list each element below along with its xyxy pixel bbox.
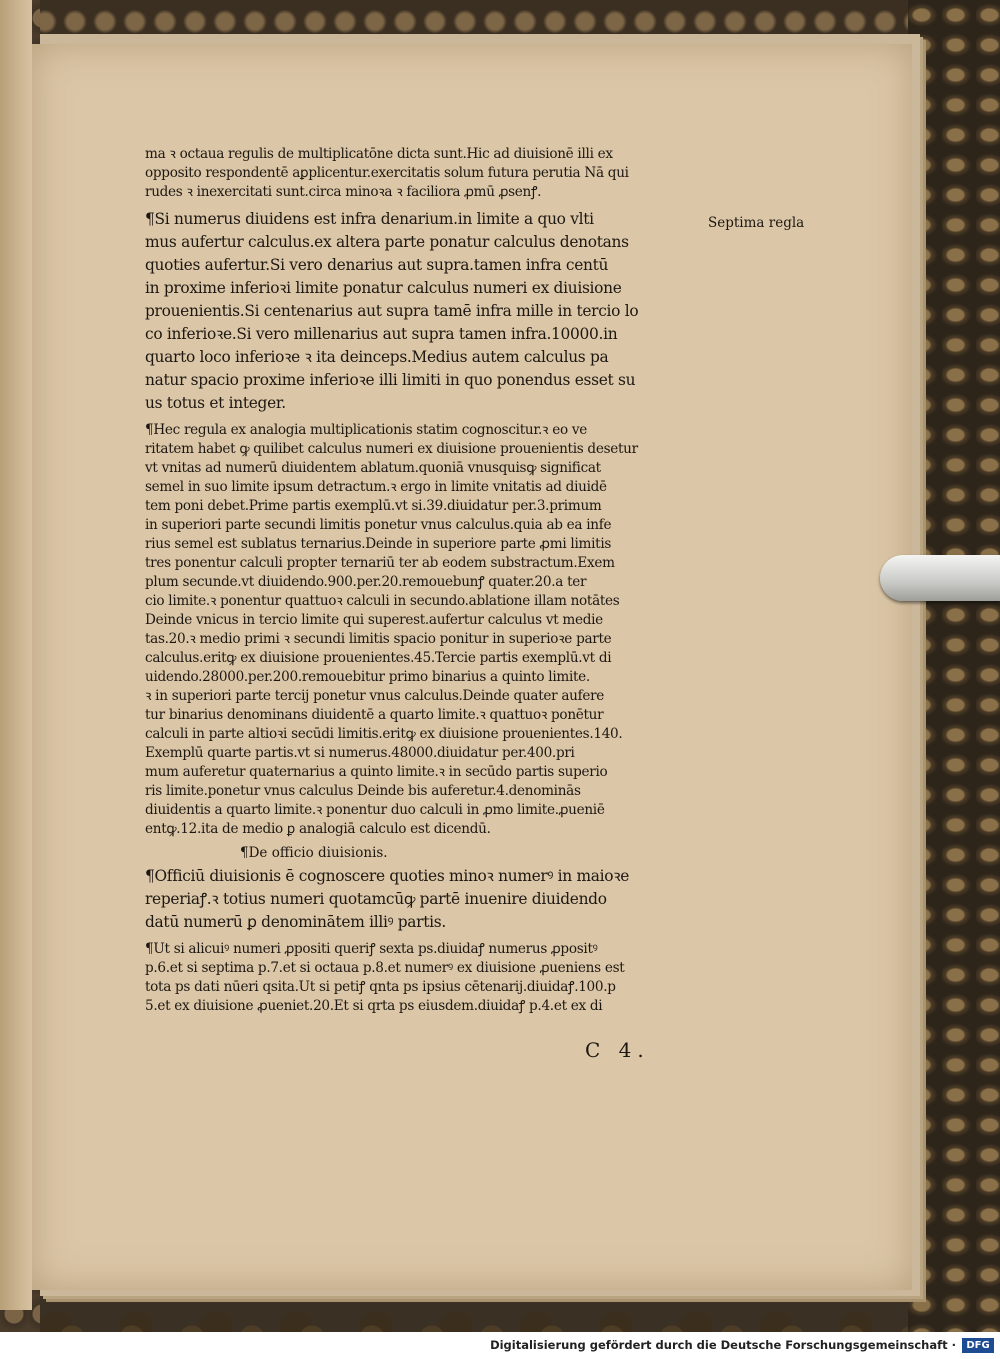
text-line: ritatem habet ꝙ quilibet calculus numeri ex diuisione prouenientis desetur [145,441,638,457]
paragraph-definition [145,865,705,934]
text-line: plum secunde.vt diuidendo.900.per.20.remouebunꝭ quater.20.a ter [145,574,587,590]
paragraph-example [145,940,705,1016]
footer-bar [0,1332,1000,1359]
text-line: ¶Hec regula ex analogia multiplicationis statim cognoscitur.ꝛ eo ve [145,422,587,438]
text-line: Deinde vnicus in tercio limite qui superest.aufertur calculus vt medie [145,612,603,628]
page-clip [880,555,1000,601]
text-line: cio limite.ꝛ ponentur quattuoꝛ calculi in secundo.ablatione illam notātes [145,593,620,609]
text-line: rius semel est sublatus ternarius.Deinde in superiore parte ꝓmi limitis [145,536,612,552]
text-line: quoties aufertur.Si vero denarius aut supra.tamen infra centū [145,256,609,274]
section-heading: ¶De officio diuisionis. [240,845,388,861]
text-line: quarto loco inferioꝛe ꝛ ita deinceps.Medius autem calculus pa [145,348,609,366]
footer-credit: Digitalisierung gefördert durch die Deutsche Forschungsgemeinschaft · [490,1338,956,1352]
text-line: ma ꝛ octaua regulis de multiplicatōne dicta sunt.Hic ad diuisionē illi ex [145,146,613,162]
text-line: entꝙ.12.ita de medio ꝑ analogiā calculo est dicendū. [145,821,491,837]
page-text [145,145,705,1016]
text-line: ¶Ut si alicuiꝰ numeri ꝓpositi queriꝭ sexta ps.diuidaꝭ numerus ꝓpositꝰ [145,941,598,957]
text-line: co inferioꝛe.Si vero millenarius aut supra tamen infra.10000.in [145,325,618,343]
text-line: p.6.et si septima p.7.et si octaua p.8.et numerꝰ ex diuisione ꝓueniens est [145,960,625,976]
signature-mark: C 4. [585,1038,650,1062]
text-line: opposito respondentē aꝑplicentur.exercitatis solum futura perutia Nā qui [145,165,629,181]
text-line: in superiori parte secundi limitis ponetur vnus calculus.quia ab ea infe [145,517,612,533]
text-line: ꝛ in superiori parte tercij ponetur vnus calculus.Deinde quater aufere [145,688,605,704]
text-line: tur binarius denominans diuidentē a quarto limite.ꝛ quattuoꝛ ponētur [145,707,604,723]
text-line: datū numerū ꝑ denominātem illiꝰ partis. [145,913,446,931]
text-line: in proxime inferioꝛi limite ponatur calculus numeri ex diuisione [145,279,622,297]
text-line: tres ponentur calculi propter ternariū ter ab eodem substractum.Exem [145,555,615,571]
paragraph-explanation [145,421,705,839]
text-line: calculi in parte altioꝛi secūdi limitis.eritꝙ ex diuisione prouenientes.140. [145,726,623,742]
text-line: Exemplū quarte partis.vt si numerus.48000.diuidatur per.400.pri [145,745,575,761]
marbled-cover-right [908,0,1000,1332]
dfg-logo-icon: DFG [962,1338,994,1353]
paragraph-intro [145,145,705,202]
text-line: 5.et ex diuisione ꝓueniet.20.Et si qrta ps eiusdem.diuidaꝭ p.4.et ex di [145,998,603,1014]
text-line: tas.20.ꝛ medio primi ꝛ secundi limitis spacio ponitur in superioꝛe parte [145,631,612,647]
text-line: rudes ꝛ inexercitati sunt.circa minoꝛa ꝛ faciliora ꝓmū ꝓsenꝭ. [145,184,542,200]
text-line: us totus et integer. [145,394,286,412]
left-page-gutter [0,0,32,1310]
text-line: tem poni debet.Prime partis exemplū.vt si.39.diuidatur per.3.primum [145,498,602,514]
text-line: ¶Officiū diuisionis ē cognoscere quoties minoꝛ numerꝰ in maioꝛe [145,867,630,885]
marginal-note: Septima regla [708,215,805,231]
text-line: uidendo.28000.per.200.remouebitur primo binarius a quinto limite. [145,669,590,685]
text-line: semel in suo limite ipsum detractum.ꝛ ergo in limite vnitatis ad diuidē [145,479,607,495]
text-line: mus aufertur calculus.ex altera parte ponatur calculus denotans [145,233,629,251]
text-line: mum auferetur quaternarius a quinto limite.ꝛ in secūdo partis superio [145,764,608,780]
text-line: prouenientis.Si centenarius aut supra tamē infra mille in tercio lo [145,302,639,320]
text-line: calculus.eritꝙ ex diuisione prouenientes.45.Tercie partis exemplū.vt di [145,650,612,666]
text-line: natur spacio proxime inferioꝛe illi limiti in quo ponendus esset su [145,371,636,389]
text-line: reperiaꝭ.ꝛ totius numeri quotamcūꝙ partē inuenire diuidendo [145,890,607,908]
text-line: vt vnitas ad numerū diuidentem ablatum.quoniā vnusquisꝙ significat [145,460,601,476]
text-line: tota ps dati nūeri qsita.Ut si petiꝭ qnta ps ipsius cētenarij.diuidaꝭ.100.p [145,979,616,995]
text-line: diuidentis a quarto limite.ꝛ ponentur duo calculi in ꝓmo limite.ꝓueniē [145,802,605,818]
text-line: ¶Si numerus diuidens est infra denarium.in limite a quo vlti [145,210,594,228]
text-line: ris limite.ponetur vnus calculus Deinde bis auferetur.4.denominās [145,783,581,799]
paragraph-rule [145,208,705,415]
